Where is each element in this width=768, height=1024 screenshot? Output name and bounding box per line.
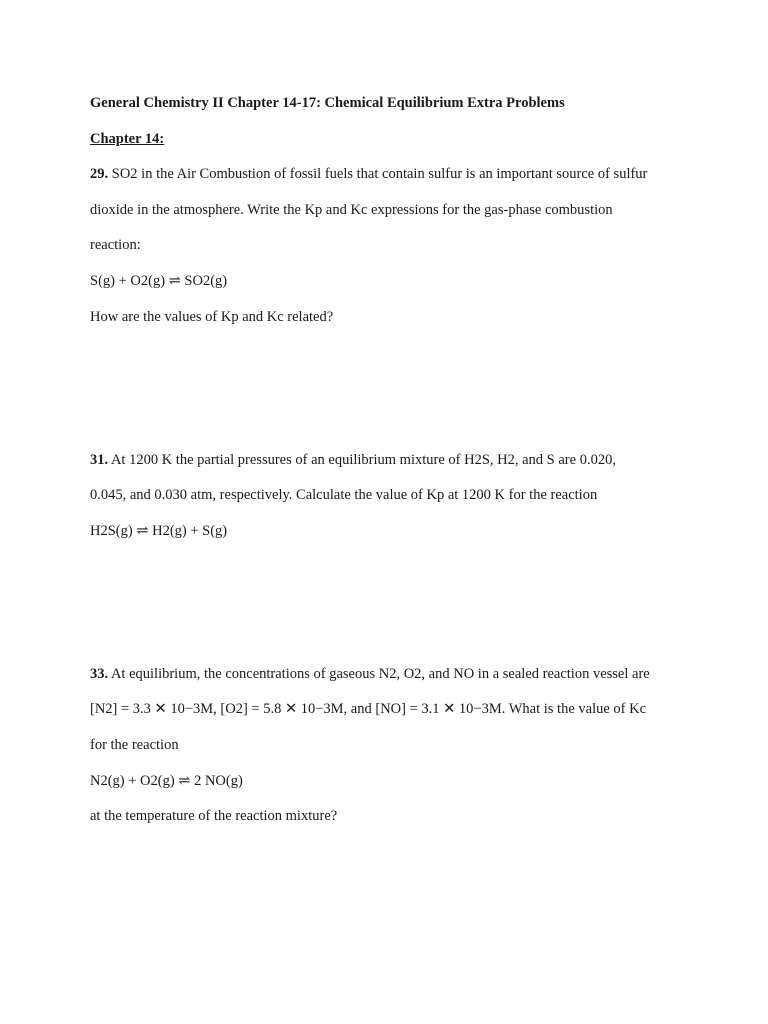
problem-29-line-3: reaction: [90, 237, 141, 253]
problem-number: 29. [90, 166, 109, 182]
problem-33-equation: N2(g) + O2(g) ⇌ 2 NO(g) [90, 773, 243, 789]
problem-29-line-1 [90, 165, 647, 183]
problem-29-question: How are the values of Kp and Kc related? [90, 309, 334, 325]
problem-number: 31. [90, 452, 109, 468]
problem-33-line-2: [N2] = 3.3 ✕ 10−3M, [O2] = 5.8 ✕ 10−3M, and [NO] = 3.1 ✕ 10−3M. What is the value of Kc [90, 701, 647, 717]
problem-text: SO2 in the Air Combustion of fossil fuels that contain sulfur is an important source of sulfur [111, 166, 648, 182]
problem-text: At 1200 K the partial pressures of an equilibrium mixture of H2S, H2, and S are 0.020, [110, 452, 616, 468]
problem-31-line-1 [90, 451, 616, 469]
chapter-heading: Chapter 14: [90, 131, 165, 147]
document-title: General Chemistry II Chapter 14-17: Chemical Equilibrium Extra Problems [90, 95, 565, 111]
problem-number: 33. [90, 666, 109, 682]
problem-29-equation: S(g) + O2(g) ⇌ SO2(g) [90, 273, 228, 289]
problem-31-equation: H2S(g) ⇌ H2(g) + S(g) [90, 523, 228, 539]
problem-31-line-2: 0.045, and 0.030 atm, respectively. Calculate the value of Kp at 1200 K for the reaction [90, 487, 598, 503]
problem-text: At equilibrium, the concentrations of gaseous N2, O2, and NO in a sealed reaction vessel are [110, 666, 650, 682]
problem-29-line-2: dioxide in the atmosphere. Write the Kp and Kc expressions for the gas-phase combustion [90, 202, 613, 218]
problem-33-line-3: for the reaction [90, 737, 179, 753]
problem-33-question: at the temperature of the reaction mixture? [90, 808, 338, 824]
problem-33-line-1 [90, 665, 650, 683]
